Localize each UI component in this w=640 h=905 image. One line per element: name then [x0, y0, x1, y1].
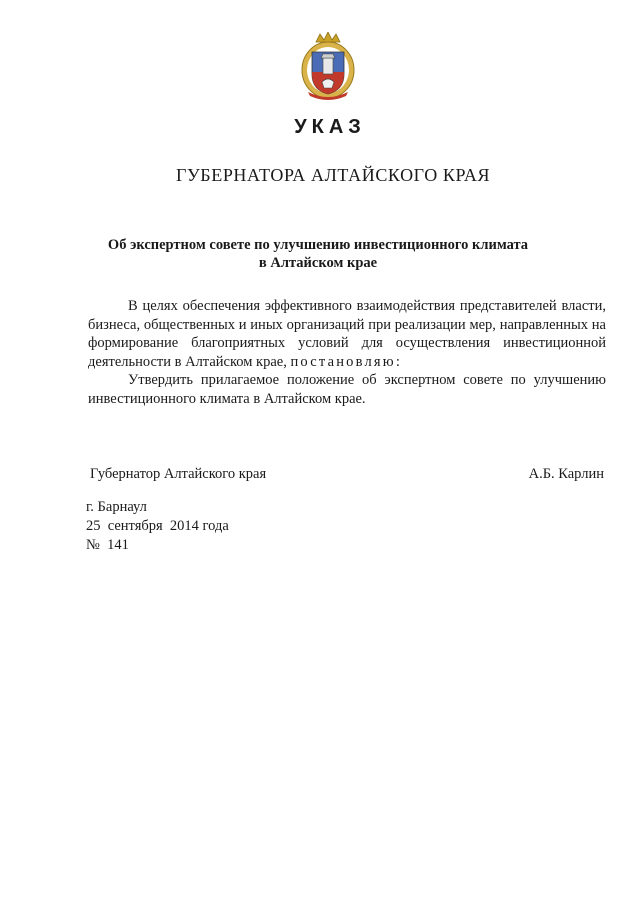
- resolve-word: постановляю:: [290, 353, 403, 370]
- subject-line-1: Об экспертном совете по улучшению инвестиционного климата: [107, 237, 529, 253]
- issue-city: г. Барнаул: [86, 499, 147, 515]
- signature-block: [90, 466, 604, 483]
- preamble-text: В целях обеспечения эффективного взаимодействия представителей власти, бизнеса, общественных и иных организаций при реализации мер, направленных на формирование благоприятных условий для осуществления инвестиционной деятельности в Алтайском крае,: [88, 298, 606, 370]
- document-type-title: УКАЗ: [294, 116, 366, 138]
- issue-date: 25 сентября 2014 года: [86, 518, 229, 534]
- operative-paragraph: Утвердить прилагаемое положение об экспертном совете по улучшению инвестиционного климата в Алтайском крае.: [88, 372, 606, 407]
- decree-subject: [100, 236, 536, 272]
- subject-line-2: в Алтайском крае: [258, 255, 378, 271]
- altai-krai-coat-of-arms-icon: [300, 32, 356, 100]
- decree-number: № 141: [86, 537, 129, 553]
- place-date-number: [86, 498, 229, 555]
- signatory-position: Губернатор Алтайского края: [90, 466, 267, 482]
- signatory-name: А.Б. Карлин: [528, 466, 604, 482]
- issuer-heading: ГУБЕРНАТОРА АЛТАЙСКОГО КРАЯ: [175, 165, 491, 185]
- preamble-paragraph: [88, 297, 606, 371]
- decree-body: [88, 297, 606, 408]
